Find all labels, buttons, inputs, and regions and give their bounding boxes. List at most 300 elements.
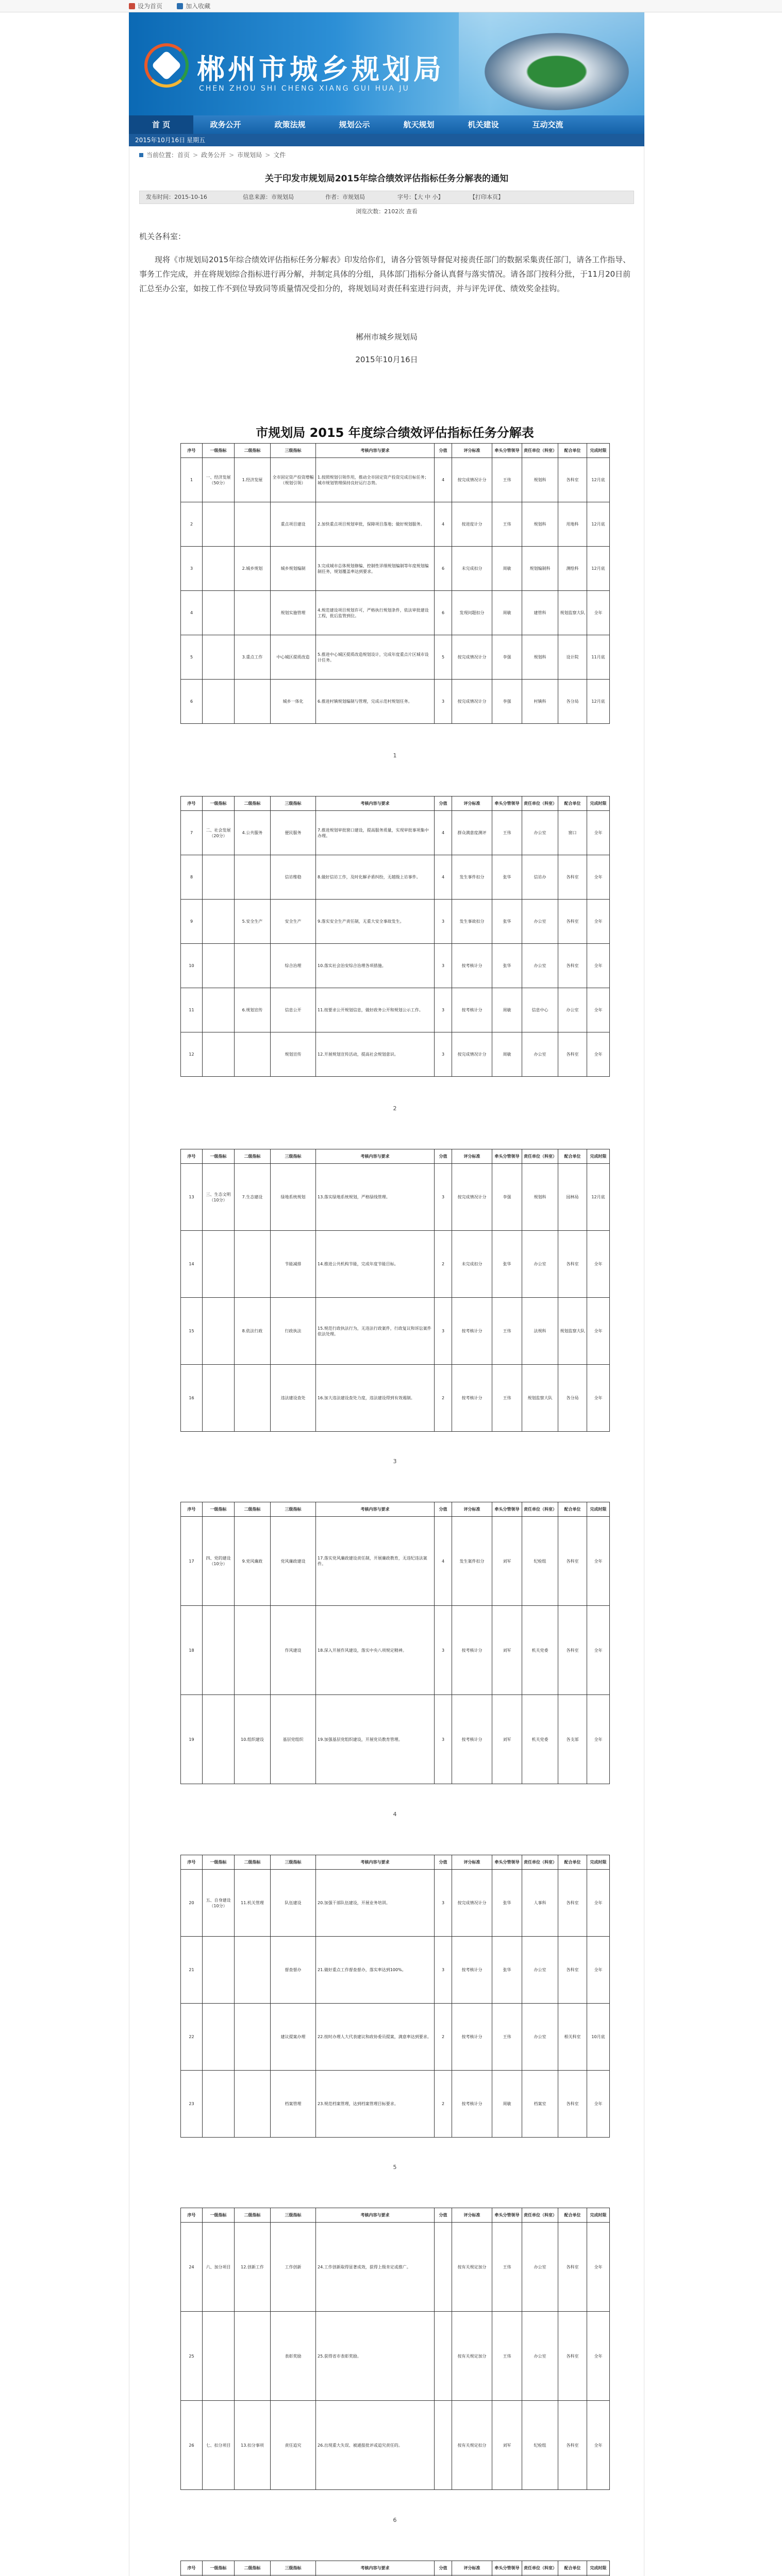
table-cell: 各科室 <box>558 1517 587 1606</box>
table-cell: 3 <box>435 1606 452 1695</box>
table-cell: 各科室 <box>558 944 587 988</box>
date-bar <box>129 134 644 146</box>
table-row <box>181 2004 610 2071</box>
breadcrumb: 当前位置：首页 > 政务公开 > 市规划局 > 文件 <box>139 150 634 161</box>
table-cell: 刘军 <box>492 1517 522 1606</box>
table-cell <box>235 680 271 724</box>
table-cell: 10.落实社会治安综合治理各项措施。 <box>316 944 435 988</box>
kpi-table <box>180 1502 610 1784</box>
table-header-cell: 一级指标 <box>203 444 235 458</box>
table-cell: 张华 <box>492 944 522 988</box>
table-cell: 群众满意度测评 <box>452 811 492 855</box>
table-cell: 7 <box>181 811 203 855</box>
table-cell: 行政执法 <box>271 1298 316 1365</box>
table-cell: 便民服务 <box>271 811 316 855</box>
table-cell: 8 <box>181 855 203 900</box>
table-cell: 重点项目建设 <box>271 502 316 547</box>
set-home-link[interactable]: 设为首页 <box>129 2 162 10</box>
table-cell: 各科室 <box>558 1870 587 1937</box>
table-cell: 3 <box>435 1870 452 1937</box>
table-header-cell: 牵头分管领导 <box>492 1502 522 1517</box>
table-header-row <box>181 796 610 811</box>
table-cell: 周敏 <box>492 591 522 635</box>
table-cell: 全年 <box>587 811 610 855</box>
table-header-cell: 分值 <box>435 796 452 811</box>
font-size-control[interactable]: 字号：【大 中 小】 <box>397 194 444 200</box>
meta-source: 信息来源：市规划局 <box>243 194 294 200</box>
table-cell: 三、生态文明（10分） <box>203 1164 235 1231</box>
table-cell: 绿地系统规划 <box>271 1164 316 1231</box>
table-page-3 <box>180 1149 609 1432</box>
table-header-cell: 二级指标 <box>235 1855 271 1870</box>
table-header-cell: 三级指标 <box>271 444 316 458</box>
view-count: 浏览次数：2102次 查看 <box>356 208 418 215</box>
table-cell <box>203 635 235 680</box>
table-row <box>181 1695 610 1784</box>
table-page-4 <box>180 1502 609 1784</box>
table-cell: 全年 <box>587 2071 610 2138</box>
table-cell: 规划实施管理 <box>271 591 316 635</box>
table-header-cell: 配合单位 <box>558 2561 587 2575</box>
table-header-cell: 三级指标 <box>271 1855 316 1870</box>
table-cell: 按有关规定加分 <box>452 2312 492 2401</box>
table-cell: 12月底 <box>587 1164 610 1231</box>
table-cell <box>235 1231 271 1298</box>
table-header-cell: 评分标准 <box>452 1149 492 1164</box>
table-header-cell: 一级指标 <box>203 1502 235 1517</box>
greeting: 机关各科室： <box>139 232 186 241</box>
table-cell: 16 <box>181 1365 203 1432</box>
table-header-cell: 考核内容与要求 <box>316 2208 435 2223</box>
table-cell: 12.创新工作 <box>235 2223 271 2312</box>
table-cell: 25 <box>181 2312 203 2401</box>
table-cell: 规划科 <box>522 458 558 502</box>
table-row <box>181 502 610 547</box>
kpi-table <box>180 1149 610 1432</box>
table-cell: 2.加快重点项目规划审批，保障项目落地；做好规划服务。 <box>316 502 435 547</box>
table-cell: 各科室 <box>558 1231 587 1298</box>
table-cell: 全年 <box>587 2312 610 2401</box>
table-cell: 各支部 <box>558 1695 587 1784</box>
table-header-cell: 评分标准 <box>452 2561 492 2575</box>
table-header-cell: 分值 <box>435 2208 452 2223</box>
breadcrumb-bureau[interactable]: 市规划局 <box>237 151 262 159</box>
table-cell: 20.加强干部队伍建设，开展业务培训。 <box>316 1870 435 1937</box>
table-row <box>181 680 610 724</box>
table-cell: 12月底 <box>587 458 610 502</box>
table-cell: 办公室 <box>522 2004 558 2071</box>
table-cell <box>203 1032 235 1077</box>
breadcrumb-icon <box>139 153 143 157</box>
table-cell: 各科室 <box>558 1606 587 1695</box>
table-cell: 一、经济发展（50分） <box>203 458 235 502</box>
meta-editor: 作者：市规划局 <box>325 194 365 200</box>
add-favorite-link[interactable]: 加入收藏 <box>177 2 210 10</box>
table-cell: 各科室 <box>558 458 587 502</box>
table-cell: 规划监察大队 <box>558 591 587 635</box>
table-cell: 按完成情况计分 <box>452 1870 492 1937</box>
table-cell: 1.按照规划引领作用，推动全市固定资产投资完成目标任务；城市规划管理保持良好运行态势。 <box>316 458 435 502</box>
table-cell: 6.推进村镇规划编制与管理，完成示范村规划任务。 <box>316 680 435 724</box>
table-cell: 1 <box>181 458 203 502</box>
table-cell: 14 <box>181 1231 203 1298</box>
table-header-row <box>181 2208 610 2223</box>
table-header-cell: 序号 <box>181 2561 203 2575</box>
table-cell: 王伟 <box>492 2004 522 2071</box>
table-cell: 9 <box>181 900 203 944</box>
table-cell: 机关党委 <box>522 1695 558 1784</box>
table-header-cell: 完成时限 <box>587 1149 610 1164</box>
table-cell: 周敏 <box>492 2071 522 2138</box>
breadcrumb-home[interactable]: 首页 <box>177 151 190 159</box>
table-cell: 周敏 <box>492 1032 522 1077</box>
table-cell: 3 <box>181 547 203 591</box>
table-cell: 2 <box>435 1231 452 1298</box>
table-row <box>181 988 610 1032</box>
table-header-cell: 责任单位（科室） <box>522 1855 558 1870</box>
table-cell: 12月底 <box>587 547 610 591</box>
table-row <box>181 458 610 502</box>
table-header-cell: 二级指标 <box>235 796 271 811</box>
table-cell: 王伟 <box>492 811 522 855</box>
table-cell: 作风建设 <box>271 1606 316 1695</box>
nav-org-building[interactable]: 机关建设 <box>468 120 499 129</box>
table-cell <box>203 1937 235 2004</box>
table-cell: 12月底 <box>587 502 610 547</box>
table-header-cell: 二级指标 <box>235 1502 271 1517</box>
table-header-cell: 三级指标 <box>271 2561 316 2575</box>
table-cell <box>235 2004 271 2071</box>
table-cell <box>203 855 235 900</box>
signature-date: 2015年10月16日 <box>355 355 418 364</box>
table-cell: 规划监察大队 <box>558 1298 587 1365</box>
table-row <box>181 1032 610 1077</box>
table-cell: 12.开展规划宣传活动，提高社会规划意识。 <box>316 1032 435 1077</box>
table-cell <box>435 2312 452 2401</box>
nav-home[interactable]: 首 页 <box>129 115 193 134</box>
table-cell <box>203 900 235 944</box>
table-cell: 窗口 <box>558 811 587 855</box>
table-cell: 全年 <box>587 1695 610 1784</box>
table-cell <box>203 680 235 724</box>
table-header-row <box>181 1149 610 1164</box>
table-header-cell: 分值 <box>435 444 452 458</box>
table-header-row <box>181 1855 610 1870</box>
nav-plan-notice[interactable]: 规划公示 <box>339 120 370 129</box>
table-cell <box>435 2223 452 2312</box>
table-cell: 办公室 <box>522 944 558 988</box>
table-cell: 3 <box>435 988 452 1032</box>
table-cell: 按考核计分 <box>452 1695 492 1784</box>
nav-policies[interactable]: 政策法规 <box>274 120 306 129</box>
table-cell: 人事科 <box>522 1870 558 1937</box>
table-cell: 全年 <box>587 1298 610 1365</box>
table-cell: 11.按要求公开规划信息，做好政务公开和规划公示工作。 <box>316 988 435 1032</box>
table-cell: 张华 <box>492 1937 522 2004</box>
table-header-cell: 考核内容与要求 <box>316 796 435 811</box>
table-cell: 各科室 <box>558 2312 587 2401</box>
table-cell: 2 <box>181 502 203 547</box>
table-header-cell: 责任单位（科室） <box>522 2561 558 2575</box>
table-header-cell: 配合单位 <box>558 2208 587 2223</box>
table-cell: 按考核计分 <box>452 944 492 988</box>
table-cell: 发生事件扣分 <box>452 855 492 900</box>
table-cell: 全年 <box>587 2223 610 2312</box>
table-cell <box>203 1606 235 1695</box>
table-row <box>181 591 610 635</box>
table-cell: 纪检组 <box>522 1517 558 1606</box>
table-header-cell: 完成时限 <box>587 2208 610 2223</box>
table-cell <box>203 988 235 1032</box>
table-cell: 王伟 <box>492 458 522 502</box>
table-cell: 责任追究 <box>271 2401 316 2490</box>
table-cell: 3 <box>435 1298 452 1365</box>
table-cell <box>203 591 235 635</box>
table-header-cell: 配合单位 <box>558 796 587 811</box>
current-date: 2015年10月16日 <box>135 137 186 144</box>
kpi-table <box>180 1855 610 2138</box>
table-cell: 用地科 <box>558 502 587 547</box>
table-cell: 全年 <box>587 1231 610 1298</box>
table-cell: 张华 <box>492 1231 522 1298</box>
article-meta <box>139 191 634 204</box>
table-cell: 相关科室 <box>558 2004 587 2071</box>
table-cell: 8.做好信访工作，及时化解矛盾纠纷，无越级上访事件。 <box>316 855 435 900</box>
table-cell: 工作创新 <box>271 2223 316 2312</box>
table-cell <box>235 944 271 988</box>
table-cell: 城乡规划编制 <box>271 547 316 591</box>
table-cell: 表彰奖励 <box>271 2312 316 2401</box>
nav-interaction[interactable]: 互动交流 <box>532 120 563 129</box>
table-cell: 4.规范建设项目规划许可，严格执行规划条件，依法审批建设工程，批后监管到位。 <box>316 591 435 635</box>
table-cell: 按有关规定加分 <box>452 2223 492 2312</box>
page-number: 4 <box>393 1811 397 1818</box>
table-cell: 9.党风廉政 <box>235 1517 271 1606</box>
article-paragraph: 现将《市规划局2015年综合绩效评估指标任务分解表》印发给你们，请各分管领导督促对接责任部门的数据采集责任部门，请各工作指导、事务工作完成，并在将规划综合指标进行再分解，并制定具体的分组，具体部门指标分备认真督与落实情况。请各部门按科分批，于11月20日前汇总至办公室，如按工作不到位导致同等质量情况受扣分的，将规划局对责任科室进行问责，并与评先评优、绩效奖金挂钩。 <box>139 255 631 293</box>
page-number: 6 <box>393 2517 397 2523</box>
table-cell: 3.重点工作 <box>235 635 271 680</box>
table-cell: 基层党组织 <box>271 1695 316 1784</box>
breadcrumb-docs[interactable]: 文件 <box>273 151 286 159</box>
table-cell: 5 <box>181 635 203 680</box>
table-header-cell: 牵头分管领导 <box>492 2208 522 2223</box>
table-doc-title: 市规划局 2015 年度综合绩效评估指标任务分解表 <box>256 426 534 440</box>
table-header-cell: 二级指标 <box>235 2561 271 2575</box>
breadcrumb-gov[interactable]: 政务公开 <box>201 151 226 159</box>
table-cell: 6 <box>435 547 452 591</box>
table-cell: 16.加大违法建设查处力度，违法建设得到有效遏制。 <box>316 1365 435 1432</box>
table-cell: 纪检组 <box>522 2401 558 2490</box>
table-cell: 各科室 <box>558 855 587 900</box>
table-page-7 <box>180 2561 609 2576</box>
table-cell: 王伟 <box>492 2312 522 2401</box>
table-header-cell: 责任单位（科室） <box>522 444 558 458</box>
table-cell: 机关党委 <box>522 1606 558 1695</box>
table-cell: 周敏 <box>492 988 522 1032</box>
table-cell: 档案管理 <box>271 2071 316 2138</box>
table-header-cell: 完成时限 <box>587 2561 610 2575</box>
table-header-cell: 考核内容与要求 <box>316 444 435 458</box>
table-cell: 24.工作创新取得显著成效，获得上级肯定或推广。 <box>316 2223 435 2312</box>
table-cell: 规划科 <box>522 635 558 680</box>
table-cell: 7.推进规划审批窗口建设，提高服务质量，实现审批事项集中办理。 <box>316 811 435 855</box>
table-row <box>181 1517 610 1606</box>
table-cell: 办公室 <box>522 811 558 855</box>
table-cell <box>235 502 271 547</box>
header-banner <box>129 12 644 115</box>
table-cell: 14.推进公共机构节能，完成年度节能目标。 <box>316 1231 435 1298</box>
table-cell: 未完成扣分 <box>452 1231 492 1298</box>
table-header-cell: 牵头分管领导 <box>492 1855 522 1870</box>
table-cell: 按进度计分 <box>452 502 492 547</box>
nav-aerospace-plan[interactable]: 航天规划 <box>403 120 435 129</box>
table-cell: 10.组织建设 <box>235 1695 271 1784</box>
table-cell: 规划宣传 <box>271 1032 316 1077</box>
table-header-cell: 评分标准 <box>452 2208 492 2223</box>
table-cell: 7.生态建设 <box>235 1164 271 1231</box>
table-header-cell: 评分标准 <box>452 1855 492 1870</box>
table-cell: 2 <box>435 1365 452 1432</box>
table-row <box>181 1298 610 1365</box>
table-cell: 张华 <box>492 900 522 944</box>
table-cell <box>203 1695 235 1784</box>
table-cell: 5 <box>435 635 452 680</box>
table-cell: 17 <box>181 1517 203 1606</box>
table-cell: 15.规范行政执法行为，无违法行政案件，行政复议和诉讼案件依法处理。 <box>316 1298 435 1365</box>
table-row <box>181 811 610 855</box>
table-row <box>181 635 610 680</box>
table-cell: 周敏 <box>492 547 522 591</box>
table-cell: 办公室 <box>522 2223 558 2312</box>
table-cell: 3 <box>435 1032 452 1077</box>
table-cell: 全年 <box>587 944 610 988</box>
table-cell: 信息公开 <box>271 988 316 1032</box>
star-icon <box>177 3 183 9</box>
site-logo[interactable] <box>144 43 189 88</box>
table-cell: 办公室 <box>522 900 558 944</box>
table-cell: 全市固定资产投资增幅（规划引领） <box>271 458 316 502</box>
table-cell: 各分局 <box>558 1365 587 1432</box>
table-cell: 设计院 <box>558 635 587 680</box>
table-cell: 18 <box>181 1606 203 1695</box>
table-cell: 测绘科 <box>558 547 587 591</box>
table-cell: 13 <box>181 1164 203 1231</box>
table-cell: 各科室 <box>558 1937 587 2004</box>
table-cell: 办公室 <box>522 1937 558 2004</box>
table-cell <box>203 1298 235 1365</box>
table-cell: 建管科 <box>522 591 558 635</box>
page-number: 1 <box>393 752 397 759</box>
table-cell: 王伟 <box>492 2223 522 2312</box>
table-cell: 20 <box>181 1870 203 1937</box>
table-header-cell: 二级指标 <box>235 2208 271 2223</box>
table-cell: 按有关规定扣分 <box>452 2401 492 2490</box>
table-cell: 全年 <box>587 1365 610 1432</box>
table-header-cell: 完成时限 <box>587 1855 610 1870</box>
table-header-row <box>181 444 610 458</box>
table-cell: 未完成扣分 <box>452 547 492 591</box>
table-cell <box>235 1606 271 1695</box>
table-cell: 全年 <box>587 1032 610 1077</box>
table-cell: 10月底 <box>587 2004 610 2071</box>
table-header-cell: 牵头分管领导 <box>492 796 522 811</box>
table-header-cell: 配合单位 <box>558 444 587 458</box>
table-cell: 3 <box>435 680 452 724</box>
table-row <box>181 900 610 944</box>
table-cell <box>203 547 235 591</box>
table-cell: 1.经济发展 <box>235 458 271 502</box>
table-cell <box>203 2312 235 2401</box>
table-cell: 办公室 <box>558 988 587 1032</box>
table-cell: 11 <box>181 988 203 1032</box>
table-cell: 22 <box>181 2004 203 2071</box>
table-header-cell: 配合单位 <box>558 1149 587 1164</box>
table-cell: 4 <box>435 855 452 900</box>
site-pinyin: CHEN ZHOU SHI CHENG XIANG GUI HUA JU <box>199 84 410 93</box>
nav-gov-affairs[interactable]: 政务公开 <box>210 120 241 129</box>
table-cell: 4 <box>435 811 452 855</box>
table-cell: 全年 <box>587 1606 610 1695</box>
table-cell: 信访办 <box>522 855 558 900</box>
table-cell: 建议提案办理 <box>271 2004 316 2071</box>
table-header-cell: 分值 <box>435 1149 452 1164</box>
table-header-cell: 一级指标 <box>203 1149 235 1164</box>
kpi-table <box>180 796 610 1077</box>
table-cell: 3 <box>435 944 452 988</box>
table-cell: 王伟 <box>492 1298 522 1365</box>
table-cell: 安全生产 <box>271 900 316 944</box>
table-cell: 22.按时办理人大代表建议和政协委员提案，满意率达到要求。 <box>316 2004 435 2071</box>
table-row <box>181 2401 610 2490</box>
table-header-cell: 序号 <box>181 796 203 811</box>
table-cell: 8.依法行政 <box>235 1298 271 1365</box>
table-cell: 24 <box>181 2223 203 2312</box>
table-page-2 <box>180 796 609 1077</box>
table-cell: 刘军 <box>492 1695 522 1784</box>
table-cell: 档案室 <box>522 2071 558 2138</box>
table-cell: 4 <box>435 502 452 547</box>
table-row <box>181 2071 610 2138</box>
table-header-cell: 牵头分管领导 <box>492 444 522 458</box>
print-page-link[interactable]: 【打印本页】 <box>470 194 504 200</box>
table-cell: 李强 <box>492 635 522 680</box>
table-header-cell: 序号 <box>181 1855 203 1870</box>
table-cell: 按考核计分 <box>452 1298 492 1365</box>
table-cell: 26.出现重大失误、被通报批评或追究责任的。 <box>316 2401 435 2490</box>
table-row <box>181 1164 610 1231</box>
table-cell: 按考核计分 <box>452 1937 492 2004</box>
table-cell: 全年 <box>587 988 610 1032</box>
table-cell: 违法建设查处 <box>271 1365 316 1432</box>
table-cell: 各分局 <box>558 680 587 724</box>
table-cell: 全年 <box>587 1870 610 1937</box>
table-row <box>181 1937 610 2004</box>
table-cell: 按完成情况计分 <box>452 458 492 502</box>
table-row <box>181 547 610 591</box>
table-cell: 3 <box>435 900 452 944</box>
table-header-cell: 评分标准 <box>452 796 492 811</box>
table-cell: 各科室 <box>558 2223 587 2312</box>
table-header-cell: 责任单位（科室） <box>522 796 558 811</box>
table-cell: 全年 <box>587 900 610 944</box>
site-name: 郴州市城乡规划局 <box>197 53 444 86</box>
table-page-5 <box>180 1855 609 2138</box>
table-header-cell: 考核内容与要求 <box>316 2561 435 2575</box>
table-cell: 五、自身建设（10分） <box>203 1870 235 1937</box>
table-cell: 全年 <box>587 1517 610 1606</box>
table-cell <box>203 2004 235 2071</box>
table-row <box>181 1365 610 1432</box>
